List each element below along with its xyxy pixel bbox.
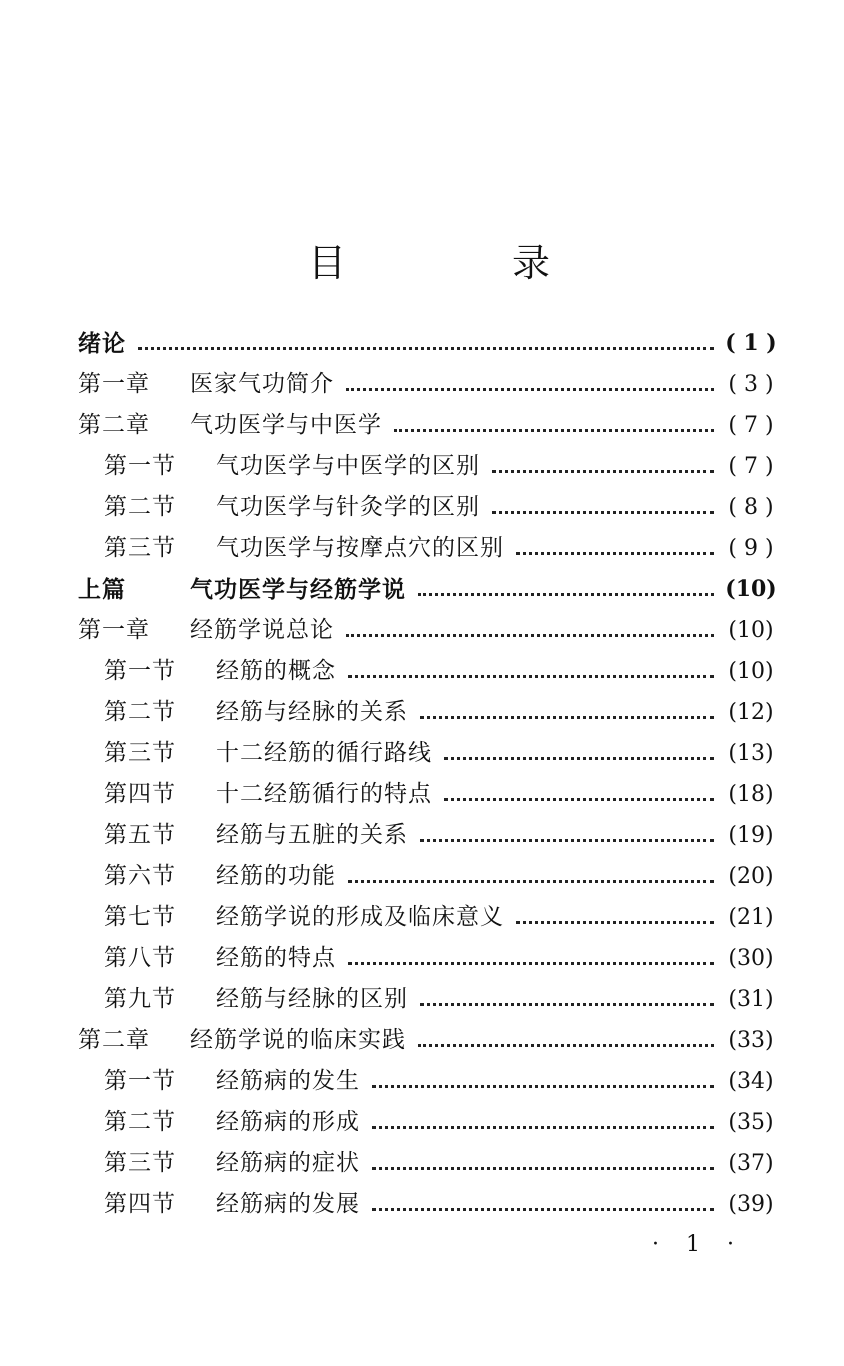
toc-entry[interactable] [0,610,844,651]
entry-page: ( 8 ) [728,495,774,520]
entry-page: (20) [728,864,774,889]
entry-page: (18) [728,782,774,807]
entry-title: 十二经筋的循行路线 [216,740,432,766]
entry-page: (19) [728,823,774,848]
entry-label: 第五节 [104,822,176,848]
entry-page: (39) [728,1192,774,1217]
entry-label: 第八节 [104,945,176,971]
dot-leader [348,669,714,678]
entry-page: ( 3 ) [728,372,774,397]
entry-label: 第二节 [104,494,176,520]
dot-leader [516,546,714,555]
entry-label: 第二章 [78,412,150,438]
entry-title: 气功医学与按摩点穴的区别 [216,535,504,561]
dot-leader [394,423,714,432]
entry-title: 气功医学与中医学的区别 [216,453,480,479]
entry-title: 经筋病的发生 [216,1068,360,1094]
dot-leader [444,751,714,760]
toc-entry[interactable] [0,405,844,446]
entry-title: 经筋的特点 [216,945,336,971]
title-char-lu: 录 [512,241,551,285]
toc-entry[interactable] [0,446,844,487]
entry-title: 经筋病的发展 [216,1191,360,1217]
entry-label: 第三节 [104,740,176,766]
entry-title: 经筋学说总论 [190,617,334,643]
entry-page: (37) [728,1151,774,1176]
entry-label: 第三节 [104,535,176,561]
title-char-mu: 目 [308,241,347,285]
dot-leader [492,505,714,514]
toc-entry[interactable] [0,487,844,528]
entry-label: 上篇 [78,576,126,603]
entry-page: (12) [728,700,774,725]
entry-title: 气功医学与经筋学说 [190,576,406,603]
dot-leader [516,915,714,924]
dot-leader [372,1120,714,1129]
toc-entry[interactable] [0,1020,844,1061]
dot-leader [492,464,714,473]
entry-page: (10) [728,618,774,643]
entry-title: 经筋与五脏的关系 [216,822,408,848]
table-of-contents [0,323,844,1225]
toc-entry[interactable] [0,897,844,938]
entry-label: 第六节 [104,863,176,889]
dot-leader [372,1202,714,1211]
toc-entry[interactable] [0,856,844,897]
dot-leader [420,710,714,719]
dot-leader [444,792,714,801]
dot-leader [372,1161,714,1170]
toc-entry[interactable] [0,1102,844,1143]
entry-title: 气功医学与针灸学的区别 [216,494,480,520]
entry-title: 十二经筋循行的特点 [216,781,432,807]
entry-title: 医家气功简介 [190,371,334,397]
page-number: · 1 · [652,1232,744,1257]
toc-entry[interactable] [0,1061,844,1102]
entry-label: 第一节 [104,658,176,684]
entry-label: 第四节 [104,1191,176,1217]
toc-entry[interactable] [0,815,844,856]
entry-page: (35) [728,1110,774,1135]
entry-label: 第一章 [78,617,150,643]
dot-leader [418,587,714,596]
dot-leader [420,997,714,1006]
toc-entry[interactable] [0,651,844,692]
entry-title: 经筋学说的临床实践 [190,1027,406,1053]
entry-title: 经筋与经脉的关系 [216,699,408,725]
dot-leader [346,628,714,637]
entry-label: 第一节 [104,453,176,479]
entry-page: ( 9 ) [728,536,774,561]
entry-title: 经筋与经脉的区别 [216,986,408,1012]
dot-leader [420,833,714,842]
dot-leader [346,382,714,391]
entry-title: 经筋病的形成 [216,1109,360,1135]
toc-entry[interactable] [0,1143,844,1184]
dot-leader [348,874,714,883]
entry-page: (30) [728,946,774,971]
entry-page: (21) [728,905,774,930]
entry-label: 第九节 [104,986,176,1012]
toc-entry[interactable] [0,938,844,979]
dot-leader [348,956,714,965]
entry-label: 第三节 [104,1150,176,1176]
toc-entry[interactable] [0,774,844,815]
toc-entry[interactable] [0,528,844,569]
entry-label: 绪论 [78,330,126,357]
entry-page: (34) [728,1069,774,1094]
dot-leader [418,1038,714,1047]
entry-page: ( 7 ) [728,454,774,479]
page-title [0,238,844,288]
dot-leader [372,1079,714,1088]
entry-label: 第二节 [104,1109,176,1135]
entry-title: 气功医学与中医学 [190,412,382,438]
entry-page: (33) [728,1028,774,1053]
entry-label: 第二章 [78,1027,150,1053]
entry-label: 第一章 [78,371,150,397]
toc-entry[interactable] [0,569,844,610]
toc-entry[interactable] [0,979,844,1020]
entry-page: ( 1 ) [725,330,777,356]
entry-page: (10) [728,659,774,684]
entry-page: (10) [725,576,777,602]
entry-label: 第七节 [104,904,176,930]
entry-page: ( 7 ) [728,413,774,438]
entry-title: 经筋的概念 [216,658,336,684]
toc-entry[interactable] [0,1184,844,1225]
entry-title: 经筋的功能 [216,863,336,889]
entry-page: (31) [728,987,774,1012]
toc-entry[interactable] [0,323,844,364]
entry-title: 经筋病的症状 [216,1150,360,1176]
dot-leader [138,341,714,350]
toc-entry[interactable] [0,364,844,405]
toc-entry[interactable] [0,733,844,774]
entry-page: (13) [728,741,774,766]
entry-label: 第二节 [104,699,176,725]
entry-label: 第四节 [104,781,176,807]
entry-label: 第一节 [104,1068,176,1094]
toc-entry[interactable] [0,692,844,733]
entry-title: 经筋学说的形成及临床意义 [216,904,504,930]
